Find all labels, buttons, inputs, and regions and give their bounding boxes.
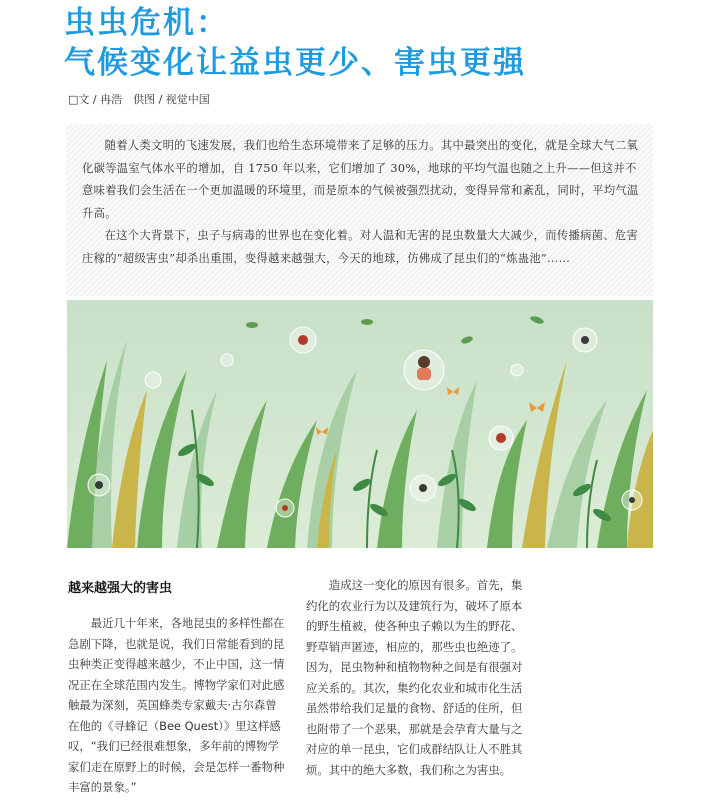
column-right: [306, 575, 524, 780]
section-heading: 越来越强大的害虫: [68, 581, 173, 596]
intro-paragraph-2: 在这个大背景下，虫子与病毒的世界也在变化着。对人温和无害的昆虫数量大大减少，而传播病菌、危害庄稼的“超级害虫”却杀出重围，变得越来越强大，今天的地球，仿佛成了昆虫们的“炼蛊池”……: [82, 229, 639, 265]
article-title-line2: 气候变化让益虫更少、害虫更强: [64, 45, 526, 81]
column-left: [68, 613, 286, 798]
article-title-line1: 虫虫危机：: [64, 5, 229, 41]
byline: □文 / 冉浩 供图 / 视觉中国: [68, 93, 210, 106]
insect-illustration: [67, 300, 653, 548]
body-paragraph: 最近几十年来，各地昆虫的多样性都在急剧下降，也就是说，我们日常能看到的昆虫种类正变得越来越少，不止中国，这一情况正在全球范围内发生。博物学家们对此感触最为深刻，英国蜂类专家戴夫·古尔森曾在他的《寻蜂记（Bee Quest）》里这样感叹，“我们已经很难想象，多年前的博物学家们走在原野上的时候，会是怎样一番物种丰富的景象。”: [68, 616, 285, 794]
intro-box: [66, 124, 653, 296]
body-paragraph: 造成这一变化的原因有很多。首先，集约化的农业行为以及建筑行为，破坏了原本的野生植被，使各种虫子赖以为生的野花、野草销声匿迹，相应的，那些虫也绝迹了。因为，昆虫物种和植物物种之间是有很强对应关系的。其次，集约化农业和城市化生活虽然带给我们足量的食物、舒适的住所，但也附带了一个恶果，那就是会孕育大量与之对应的单一昆虫，它们成群结队让人不胜其烦。其中的绝大多数，我们称之为害虫。: [306, 578, 523, 777]
intro-paragraph-1: 随着人类文明的飞速发展，我们也给生态环境带来了足够的压力。其中最突出的变化，就是全球大气二氧化碳等温室气体水平的增加，自 1750 年以来，它们增加了 30%，地球的平均气温也随之上升——但这并不意味着我们会生活在一个更加温暖的环境里，而是原本的气候被强烈扰动，变得异常和紊乱，同时，平均气温升高。: [82, 139, 639, 220]
grass-insects-image: [67, 300, 653, 548]
